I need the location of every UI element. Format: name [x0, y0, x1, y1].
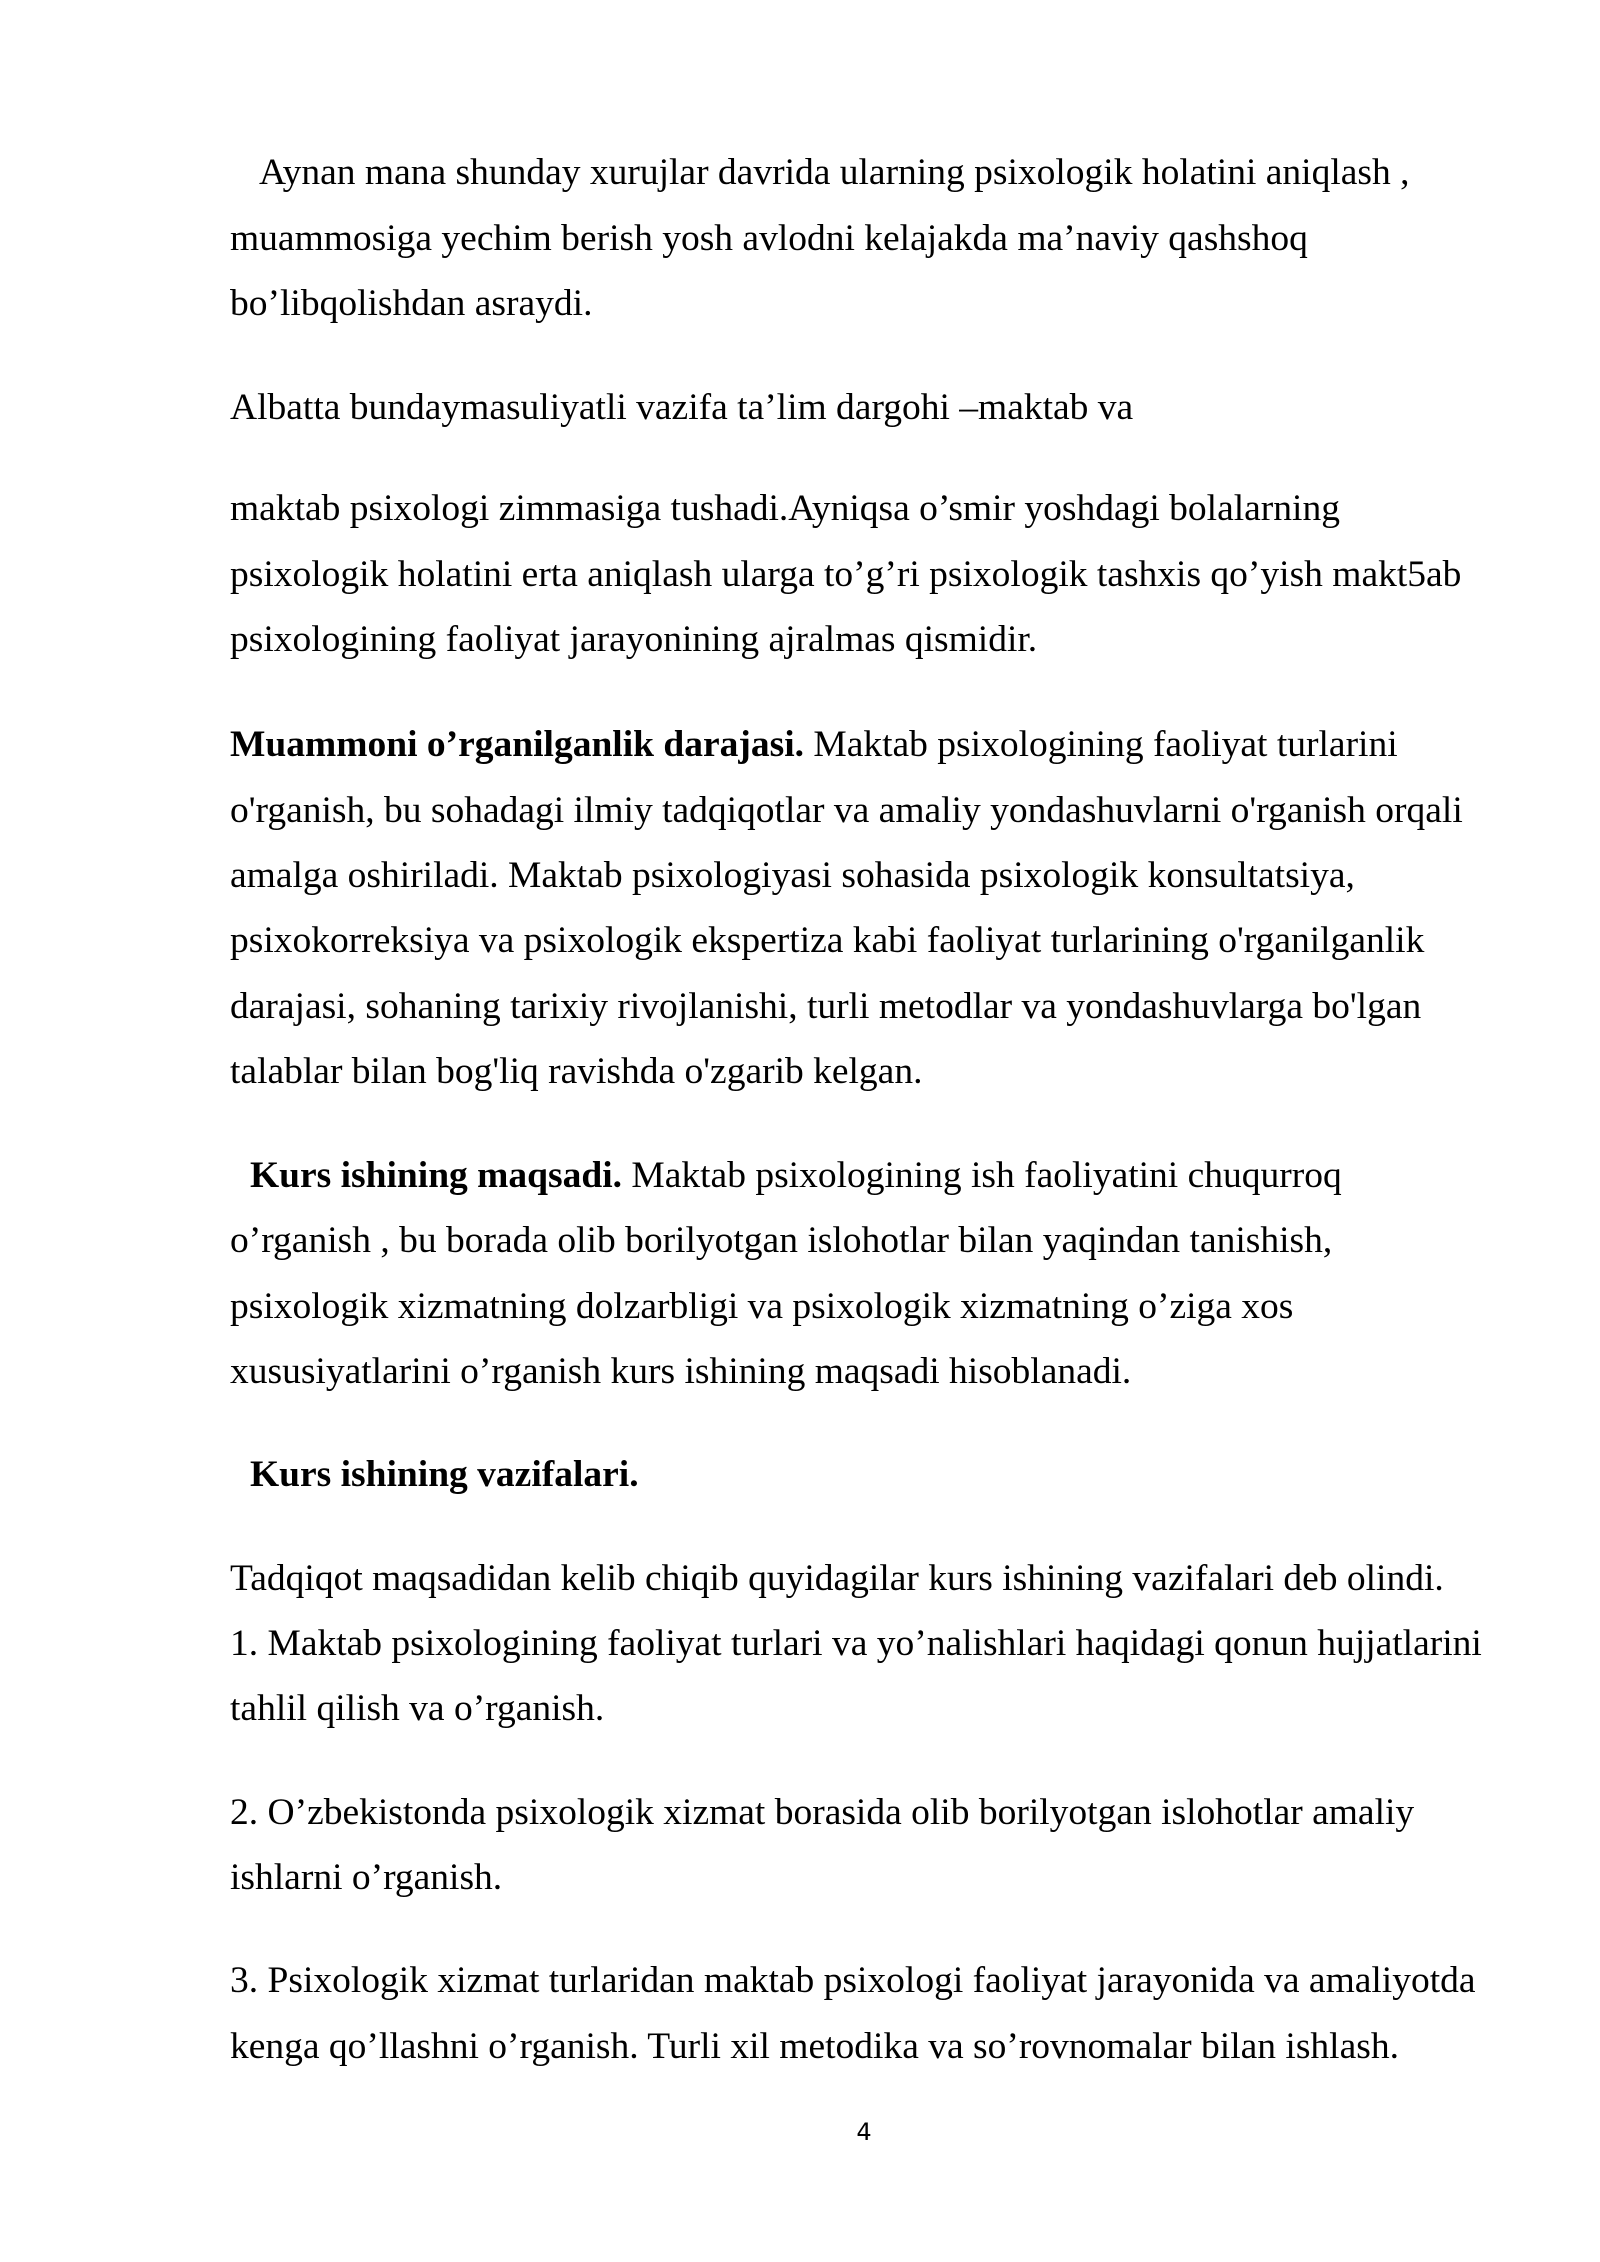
page-number: 4	[856, 2118, 872, 2146]
text-line: o'rganish, bu sohadagi ilmiy tadqiqotlar va amaliy yondashuvlarni o'rganish orqali	[230, 790, 1463, 831]
text-line: Aynan mana shunday xurujlar davrida ularning psixologik holatini aniqlash ,	[259, 152, 1410, 193]
text-line: tahlil qilish va o’rganish.	[230, 1688, 605, 1729]
text-line	[250, 1453, 639, 1497]
text-line: bo’libqolishdan asraydi.	[230, 283, 593, 324]
text-line: kenga qo’llashni o’rganish. Turli xil metodika va so’rovnomalar bilan ishlash.	[230, 2026, 1399, 2067]
text-line: 1. Maktab psixologining faoliyat turlari va yo’nalishlari haqidagi qonun hujjatlarini	[230, 1623, 1482, 1664]
text-line: psixologining faoliyat jarayonining ajralmas qismidir.	[230, 619, 1038, 660]
text-line: 2. O’zbekistonda psixologik xizmat borasida olib borilyotgan islohotlar amaliy	[230, 1792, 1415, 1833]
tasks-intro: Tadqiqot maqsadidan kelib chiqib quyidagilar kurs ishining vazifalari deb olindi.	[230, 1558, 1444, 1599]
text-line: psixologik holatini erta aniqlash ularga to’g’ri psixologik tashxis qo’yish makt5ab	[230, 554, 1462, 595]
text-line	[250, 1154, 1342, 1198]
text-line: o’rganish , bu borada olib borilyotgan islohotlar bilan yaqindan tanishish,	[230, 1220, 1333, 1261]
text-line	[230, 723, 1398, 767]
text-line: darajasi, sohaning tarixiy rivojlanishi, turli metodlar va yondashuvlarga bo'lgan	[230, 986, 1422, 1027]
text-line: amalga oshiriladi. Maktab psixologiyasi sohasida psixologik konsultatsiya,	[230, 855, 1355, 896]
text-run: Maktab psixologining ish faoliyatini chuqurroq	[631, 1155, 1342, 1196]
section-heading: Kurs ishining maqsadi.	[250, 1155, 623, 1196]
text-line: xususiyatlarini o’rganish kurs ishining maqsadi hisoblanadi.	[230, 1351, 1132, 1392]
section-heading: Muammoni o’rganilganlik darajasi.	[230, 724, 804, 765]
text-line: Albatta bundaymasuliyatli vazifa ta’lim dargohi –maktab va	[230, 387, 1134, 428]
text-line: 3. Psixologik xizmat turlaridan maktab psixologi faoliyat jarayonida va amaliyotda	[230, 1960, 1476, 2001]
text-line: psixologik xizmatning dolzarbligi va psixologik xizmatning o’ziga xos	[230, 1286, 1294, 1327]
text-line: muammosiga yechim berish yosh avlodni kelajakda ma’naviy qashshoq	[230, 218, 1308, 259]
text-line: psixokorreksiya va psixologik ekspertiza kabi faoliyat turlarining o'rganilganlik	[230, 920, 1425, 961]
text-line: maktab psixologi zimmasiga tushadi.Ayniqsa o’smir yoshdagi bolalarning	[230, 488, 1340, 529]
text-line: talablar bilan bog'liq ravishda o'zgarib kelgan.	[230, 1051, 923, 1092]
section-heading: Kurs ishining vazifalari.	[250, 1454, 639, 1495]
text-run: Maktab psixologining faoliyat turlarini	[813, 724, 1398, 765]
text-line: ishlarni o’rganish.	[230, 1857, 503, 1898]
